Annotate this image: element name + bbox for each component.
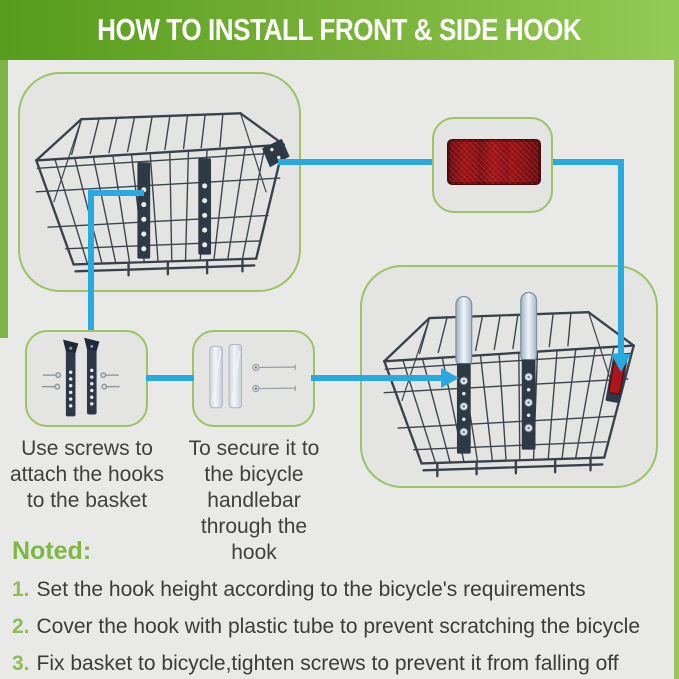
note-item-1: [12, 578, 674, 602]
note-number: 3.: [12, 652, 30, 675]
left-border-strip: [0, 60, 8, 338]
connector-line-hooks-to-tubes: [146, 375, 194, 381]
tubes-screws-image: [194, 332, 313, 425]
panel-basket: [18, 72, 301, 292]
panel-hooks: [25, 330, 148, 427]
reflector-image: [447, 139, 541, 185]
panel-reflector: [432, 117, 553, 213]
connector-line-reflector-to-basket: [618, 159, 624, 359]
connector-line-basket-to-hooks-v: [88, 190, 94, 330]
step2-caption-line: the bicycle: [204, 463, 304, 486]
notes-section: [12, 537, 674, 679]
step1-caption-line: attach the hooks: [9, 463, 165, 486]
note-text: Cover the hook with plastic tube to prevent scratching the bicycle: [36, 615, 640, 638]
note-text: Fix basket to bicycle,tighten screws to prevent it from falling off: [36, 652, 619, 675]
plastic-tube-sleeves: [456, 293, 537, 368]
step1-caption-line: to the basket: [26, 489, 148, 512]
header-banner: [0, 0, 679, 60]
step2-caption-line: To secure it to: [188, 437, 320, 460]
right-border-strip: [674, 60, 679, 679]
arrow-down-icon: [611, 354, 631, 372]
notes-heading: Noted:: [12, 537, 92, 565]
note-item-3: [12, 652, 674, 676]
step2-caption-line: through the hook: [200, 515, 308, 564]
wing-screws: [460, 373, 533, 436]
connector-line-basket-to-hooks-h: [88, 190, 144, 196]
mounting-plates: [457, 359, 536, 453]
page-title: HOW TO INSTALL FRONT & SIDE HOOK: [97, 12, 582, 47]
step2-caption-line: handlebar: [207, 489, 301, 512]
connector-line-tubes-to-basket: [311, 375, 443, 381]
note-number: 2.: [12, 615, 30, 638]
note-number: 1.: [12, 578, 30, 601]
note-item-2: [12, 615, 674, 639]
step1-caption-line: Use screws to: [21, 437, 153, 460]
arrow-right-icon: [441, 368, 459, 388]
basket-image: [20, 74, 299, 290]
note-text: Set the hook height according to the bicycle's requirements: [36, 578, 586, 601]
panel-tubes: [192, 330, 315, 427]
hooks-screws-image: [27, 332, 146, 425]
step1-caption: [0, 436, 174, 514]
